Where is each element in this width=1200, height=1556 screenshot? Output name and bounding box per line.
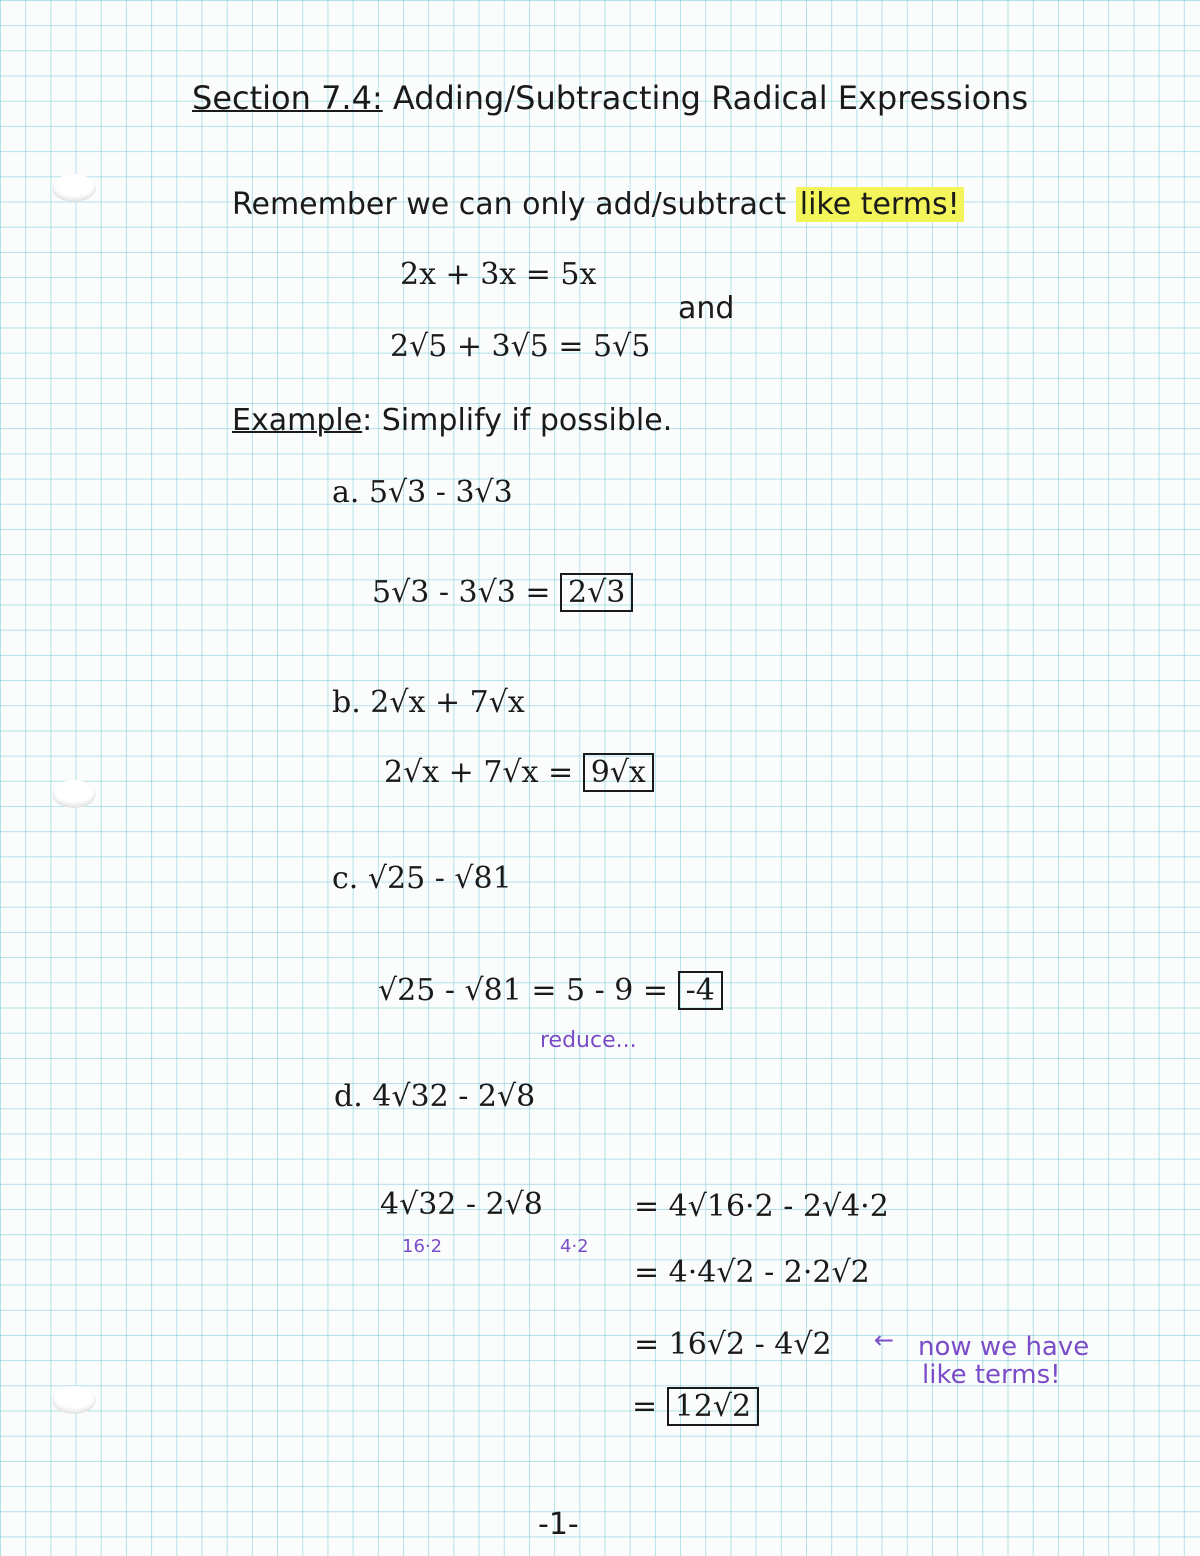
- problem-a-label: a.: [332, 475, 360, 510]
- like-terms-example-2: 2√5 + 3√5 = 5√5: [390, 329, 651, 364]
- example-label: Example: [232, 403, 363, 438]
- problem-d-label: d.: [334, 1079, 363, 1114]
- page-title: [192, 79, 1029, 117]
- problem-c-prompt: [332, 861, 512, 896]
- problem-b-work-text: 2√x + 7√x =: [384, 755, 574, 790]
- problem-d-factor-note-1: 16·2: [402, 1236, 443, 1257]
- problem-d-answer-box: 12√2: [667, 1387, 759, 1426]
- problem-b-label: b.: [332, 685, 361, 720]
- problem-a-prompt: [332, 475, 513, 510]
- problem-d-final: [632, 1389, 759, 1424]
- problem-c-work-text: √25 - √81 = 5 - 9 =: [378, 973, 669, 1008]
- binder-hole-bottom: [52, 1386, 96, 1414]
- like-terms-connector: and: [678, 291, 735, 326]
- example-heading: [232, 403, 673, 438]
- problem-c-work: [378, 973, 723, 1008]
- problem-d-prompt: [334, 1079, 536, 1114]
- problem-b-work: [384, 755, 654, 790]
- problem-b-prompt: [332, 685, 525, 720]
- problem-d-final-equals: =: [632, 1389, 658, 1424]
- problem-d-expression: 4√32 - 2√8: [372, 1079, 536, 1114]
- problem-a-answer-box: 2√3: [560, 573, 633, 612]
- section-number: Section 7.4:: [192, 79, 383, 117]
- problem-d-note-line-1: now we have: [918, 1332, 1090, 1362]
- problem-a-expression: 5√3 - 3√3: [368, 475, 513, 510]
- problem-d-factor-note-2: 4·2: [560, 1236, 589, 1257]
- binder-hole-top: [52, 174, 96, 202]
- page-number: -1-: [538, 1507, 579, 1542]
- problem-d-step-3: = 16√2 - 4√2: [634, 1327, 832, 1362]
- problem-c-reduce-note: reduce...: [540, 1028, 637, 1053]
- problem-d-step-1: = 4√16·2 - 2√4·2: [634, 1189, 889, 1224]
- problem-c-label: c.: [332, 861, 359, 896]
- example-instruction: : Simplify if possible.: [362, 403, 673, 438]
- like-terms-highlight: like terms!: [796, 187, 964, 222]
- problem-d-step-2: = 4·4√2 - 2·2√2: [634, 1255, 870, 1290]
- problem-a-work-text: 5√3 - 3√3 =: [372, 575, 551, 610]
- problem-c-expression: √25 - √81: [367, 861, 512, 896]
- problem-d-note-line-2: like terms!: [922, 1360, 1061, 1390]
- problem-c-answer-box: -4: [678, 971, 723, 1010]
- problem-b-answer-box: 9√x: [583, 753, 654, 792]
- binder-hole-middle: [52, 780, 96, 808]
- problem-b-expression: 2√x + 7√x: [370, 685, 525, 720]
- section-title: Adding/Subtracting Radical Expressions: [392, 79, 1029, 117]
- like-terms-example-1: 2x + 3x = 5x: [400, 257, 597, 292]
- problem-a-work: [372, 575, 633, 610]
- remember-line: [232, 187, 964, 222]
- problem-d-work-start: 4√32 - 2√8: [380, 1187, 543, 1222]
- remember-text: Remember we can only add/subtract: [232, 187, 787, 222]
- problem-d-arrow: ←: [874, 1326, 895, 1354]
